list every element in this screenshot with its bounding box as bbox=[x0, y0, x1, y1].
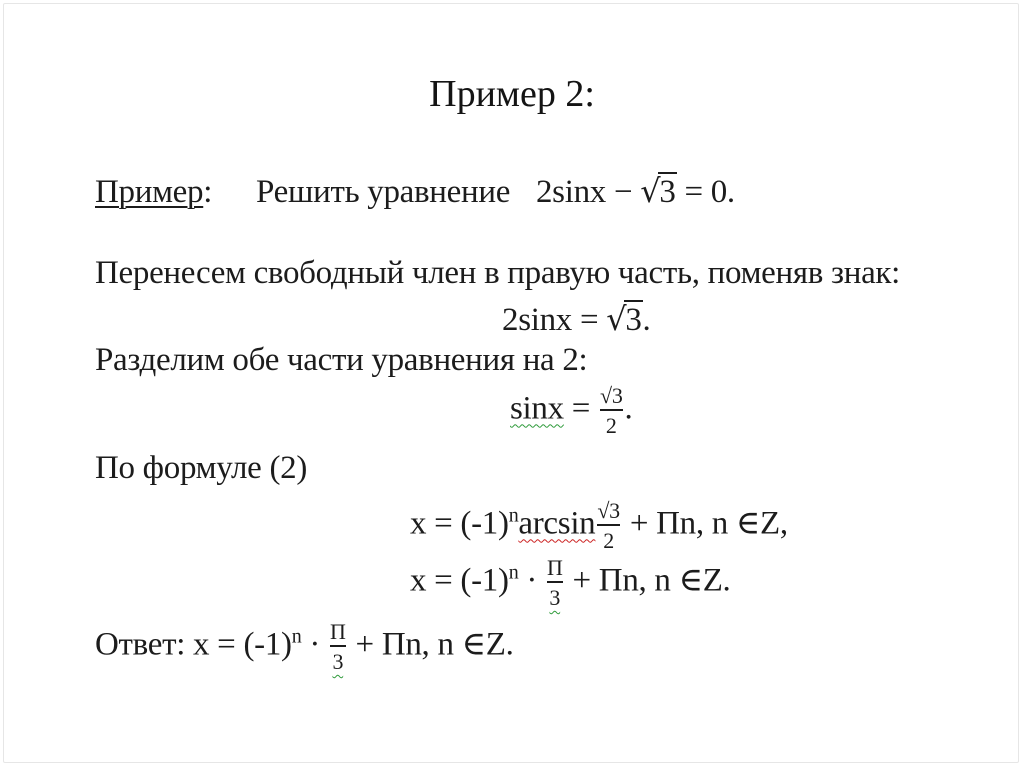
equation-1 bbox=[536, 174, 735, 210]
equation-4-left: x = (-1) bbox=[410, 505, 509, 542]
fraction-pi-over-3 bbox=[547, 557, 563, 609]
equation-4 bbox=[410, 500, 788, 552]
slide-title: Пример 2: bbox=[429, 73, 595, 115]
fraction-numerator: П bbox=[330, 621, 346, 647]
fraction-denominator: 2 bbox=[605, 413, 617, 438]
equation-5 bbox=[410, 557, 731, 609]
task-text: Решить уравнение bbox=[256, 174, 511, 210]
equals: = bbox=[563, 390, 599, 427]
sqrt-sign: √ bbox=[640, 172, 661, 210]
sqrt-arg: 3 bbox=[659, 174, 676, 210]
fraction-numerator bbox=[597, 500, 619, 526]
fraction-denominator: 2 bbox=[603, 528, 614, 553]
equation-2-left: 2sinx = bbox=[502, 302, 607, 338]
sinx: sinx bbox=[510, 390, 564, 427]
equation-1-left: 2sinx − bbox=[535, 174, 641, 210]
equation-2 bbox=[502, 300, 650, 339]
step-move-term: Перенесем свободный член в правую часть, поменяв знак: bbox=[95, 255, 901, 291]
fraction-numerator bbox=[600, 385, 622, 411]
sqrt-sign: √ bbox=[600, 383, 612, 408]
step-divide: Разделим обе части уравнения на 2: bbox=[95, 342, 588, 378]
example-label: Пример bbox=[95, 174, 204, 210]
equation-2-end: . bbox=[642, 302, 651, 338]
equation-4-plus: + Пn, n bbox=[621, 505, 736, 542]
equation-1-right: = 0. bbox=[676, 174, 735, 210]
equation-5-plus: + Пn, n ∈Z. bbox=[564, 562, 731, 599]
fraction-numerator: П bbox=[547, 557, 563, 583]
fraction-sqrt3-over-2 bbox=[597, 500, 619, 552]
exponent-n: n bbox=[291, 625, 302, 648]
sqrt-3 bbox=[640, 172, 676, 211]
fraction-sqrt3-over-2 bbox=[600, 385, 622, 437]
equation-3-end: . bbox=[624, 390, 633, 427]
equation-4-set: ∈Z, bbox=[735, 505, 788, 542]
equation-3 bbox=[510, 385, 632, 437]
example-line bbox=[95, 172, 735, 211]
sqrt-sign: √ bbox=[597, 498, 610, 523]
fraction-denominator: 3 bbox=[332, 649, 344, 674]
sqrt-sign: √ bbox=[606, 300, 627, 338]
sqrt-arg: 3 bbox=[609, 498, 620, 523]
fraction-denominator: 3 bbox=[549, 585, 561, 610]
sqrt-arg: 3 bbox=[625, 302, 642, 338]
arcsin: arcsin bbox=[518, 505, 596, 542]
multiply-dot: · bbox=[301, 626, 329, 663]
equation-5-left: x = (-1) bbox=[410, 562, 509, 599]
exponent-n: n bbox=[508, 504, 519, 527]
exponent-n: n bbox=[508, 561, 519, 584]
answer-left: Ответ: x = (-1) bbox=[95, 626, 292, 663]
step-formula: По формуле (2) bbox=[95, 450, 308, 486]
sqrt-arg: 3 bbox=[611, 383, 623, 408]
example-colon: : bbox=[203, 174, 213, 210]
answer-line bbox=[95, 621, 514, 673]
multiply-dot: · bbox=[518, 562, 545, 599]
sqrt-3 bbox=[606, 300, 642, 339]
fraction-pi-over-3 bbox=[330, 621, 346, 673]
answer-plus: + Пn, n ∈Z. bbox=[347, 626, 514, 663]
